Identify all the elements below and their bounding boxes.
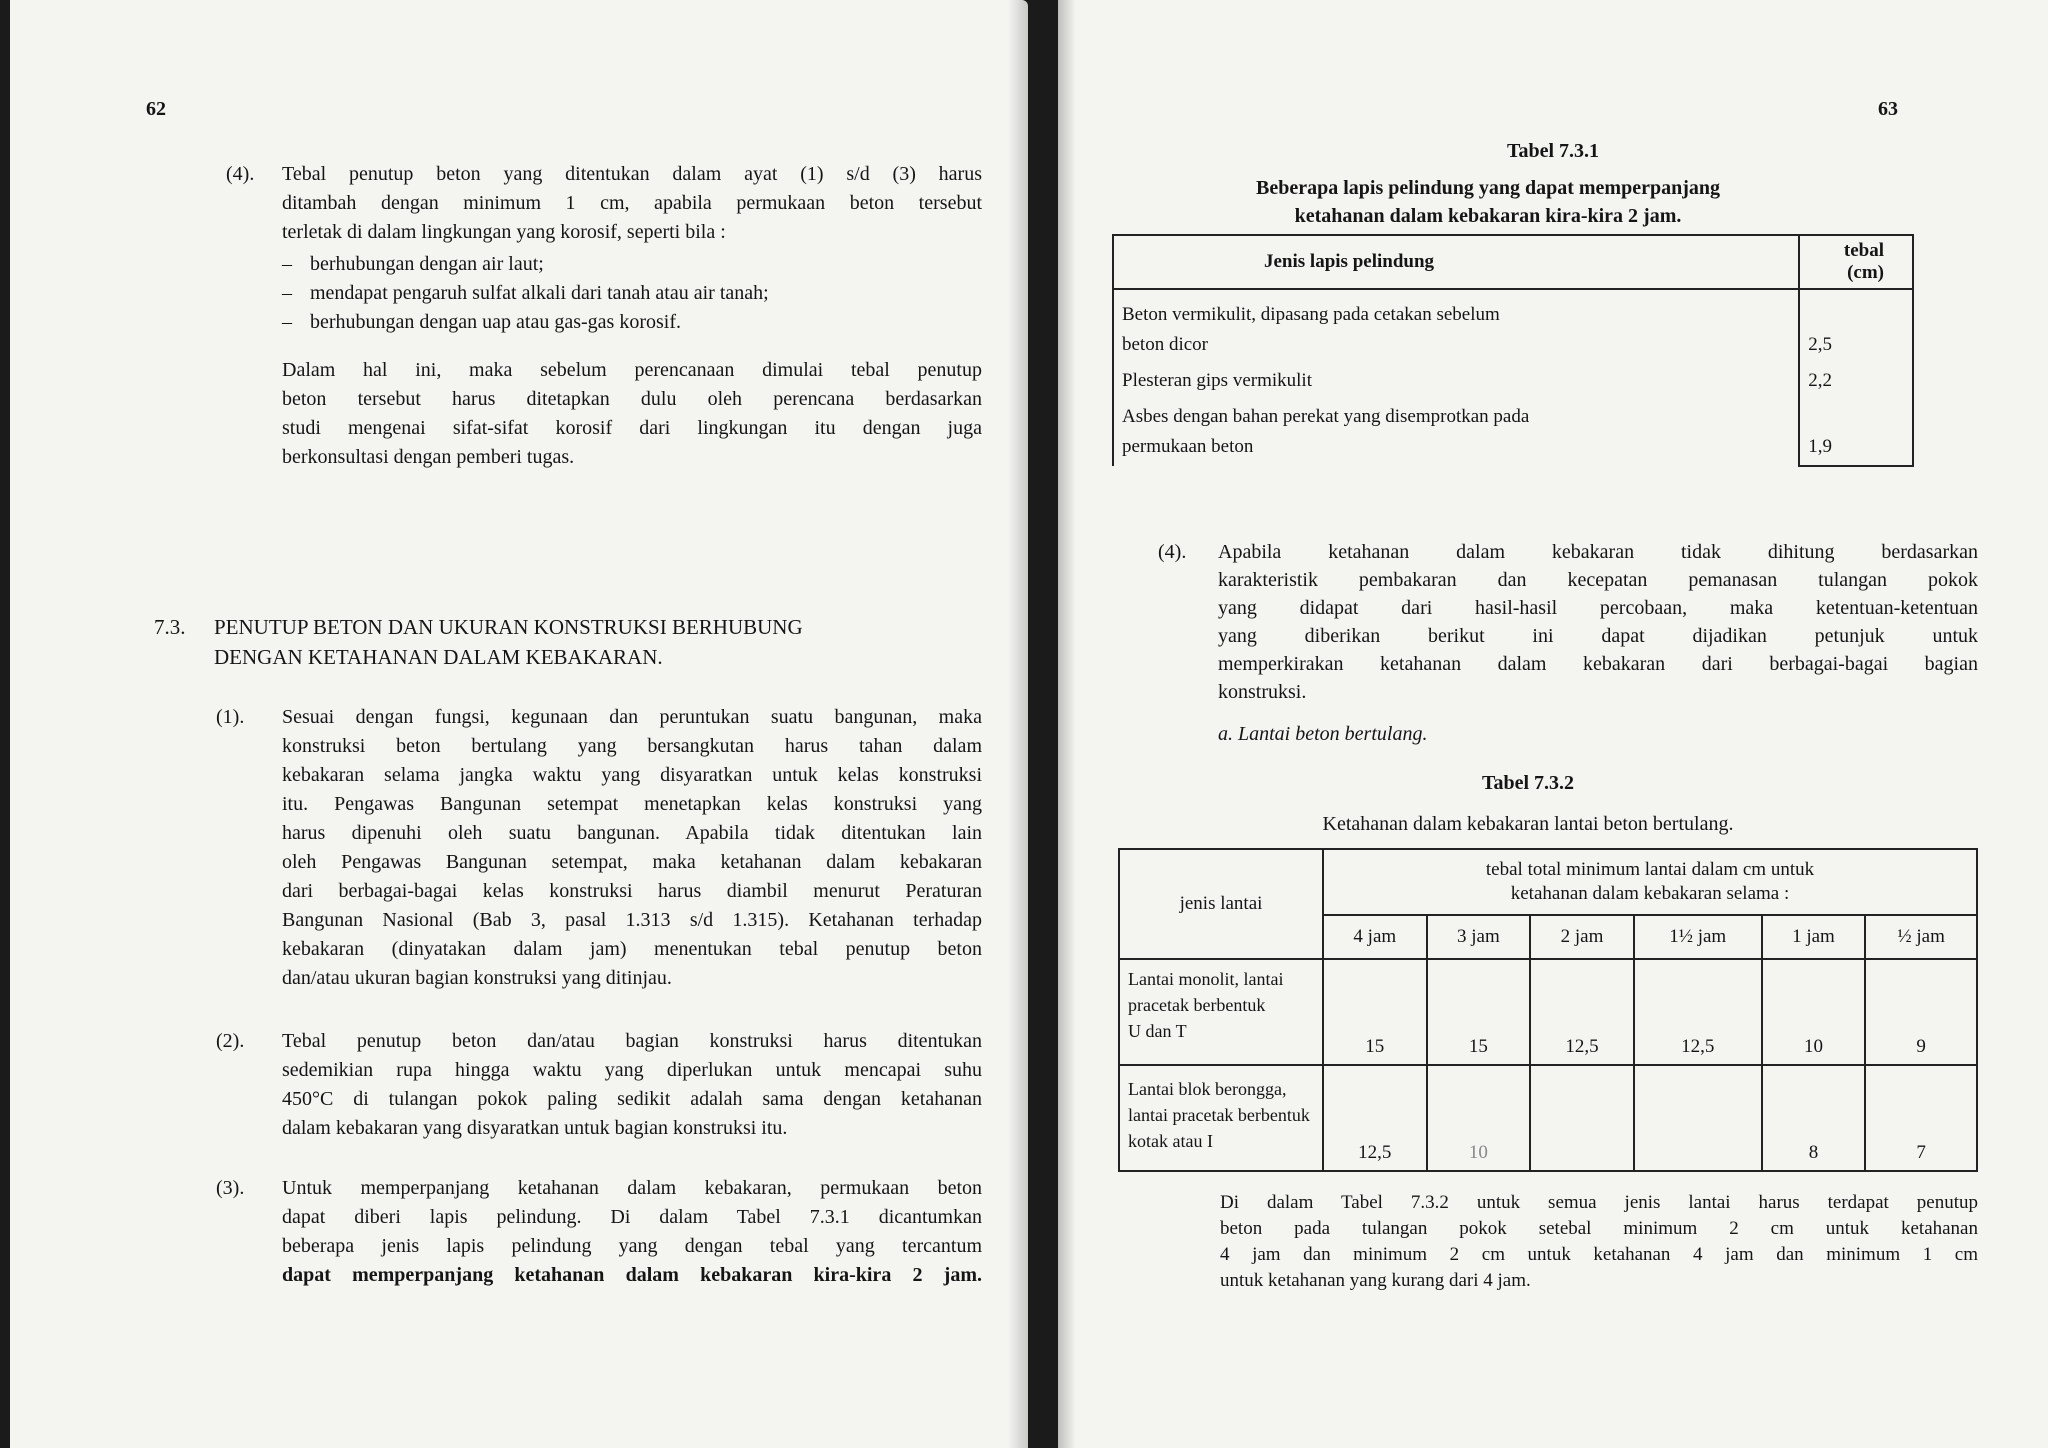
text-line: itu. Pengawas Bangunan setempat menetapkan kelas konstruksi yang bbox=[282, 793, 982, 815]
table-header-row bbox=[1113, 235, 1913, 289]
item-label: (1). bbox=[216, 706, 245, 728]
text-line: Untuk memperpanjang ketahanan dalam kebakaran, permukaan beton bbox=[282, 1177, 982, 1199]
text-line: ditambah dengan minimum 1 cm, apabila permukaan beton tersebut bbox=[282, 192, 982, 214]
table-cell: 12,5 bbox=[1634, 959, 1762, 1065]
text-line: konstruksi. bbox=[1218, 681, 1307, 703]
text-line: harus dipenuhi oleh suatu bangunan. Apabila tidak ditentukan lain bbox=[282, 822, 982, 844]
cell-line: Lantai blok berongga, bbox=[1128, 1079, 1287, 1099]
cell-line: permukaan beton bbox=[1122, 436, 1254, 457]
table-cell: 15 bbox=[1427, 959, 1531, 1065]
table-cell: 12,5 bbox=[1323, 1065, 1427, 1171]
section-number: 7.3. bbox=[154, 615, 186, 639]
column-header: Jenis lapis pelindung bbox=[1113, 235, 1799, 289]
text-line: terletak di dalam lingkungan yang korosif, seperti bila : bbox=[282, 221, 726, 243]
table-cell bbox=[1530, 1065, 1634, 1171]
row-header: jenis lantai bbox=[1119, 849, 1323, 959]
text-line: Tebal penutup beton dan/atau bagian konstruksi harus ditentukan bbox=[282, 1030, 982, 1052]
table-cell bbox=[1119, 1065, 1323, 1171]
table-cell bbox=[1799, 289, 1913, 466]
list-item: – mendapat pengaruh sulfat alkali dari tanah atau air tanah; bbox=[282, 279, 982, 308]
column-header: tebal (cm) bbox=[1799, 235, 1913, 289]
cell-line: U dan T bbox=[1128, 1021, 1187, 1041]
header-line: ketahanan dalam kebakaran selama : bbox=[1510, 883, 1790, 904]
item-label: (2). bbox=[216, 1030, 245, 1052]
text-line: Apabila ketahanan dalam kebakaran tidak dihitung berdasarkan bbox=[1218, 541, 1978, 563]
table-cell bbox=[1113, 289, 1799, 466]
text-line: Dalam hal ini, maka sebelum perencanaan dimulai tebal penutup bbox=[282, 359, 982, 381]
table-row bbox=[1113, 289, 1913, 466]
right-page bbox=[1058, 0, 2048, 1448]
column-header: 4 jam bbox=[1323, 915, 1427, 959]
group-header bbox=[1323, 849, 1977, 915]
cell-value: 1,9 bbox=[1808, 436, 1832, 457]
caption-line: ketahanan dalam kebakaran kira-kira 2 jam. bbox=[1294, 205, 1682, 227]
table-cell: 15 bbox=[1323, 959, 1427, 1065]
item-label: (4). bbox=[1158, 541, 1187, 563]
text-line: yang diberikan berikut ini dapat dijadikan petunjuk untuk bbox=[1218, 625, 1978, 647]
cell-line: lantai pracetak berbentuk bbox=[1128, 1105, 1310, 1125]
table-cell: 12,5 bbox=[1530, 959, 1634, 1065]
cell-line: Beton vermikulit, dipasang pada cetakan sebelum bbox=[1122, 304, 1500, 325]
table-row bbox=[1119, 1065, 1977, 1171]
title-line: PENUTUP BETON DAN UKURAN KONSTRUKSI BERHUBUNG bbox=[214, 615, 803, 639]
text-line: kebakaran (dinyatakan dalam jam) menentukan tebal penutup beton bbox=[282, 938, 982, 960]
subsection-heading: a. Lantai beton bertulang. bbox=[1218, 723, 1428, 745]
header-line: tebal total minimum lantai dalam cm untuk bbox=[1485, 859, 1815, 880]
text-line: konstruksi beton bertulang yang bersangkutan harus tahan dalam bbox=[282, 735, 982, 757]
spine-shadow bbox=[1058, 0, 1076, 1448]
text-line: Tebal penutup beton yang ditentukan dalam ayat (1) s/d (3) harus bbox=[282, 163, 982, 185]
text-line: dan/atau ukuran bagian konstruksi yang ditinjau. bbox=[282, 967, 672, 989]
table-cell: 10 bbox=[1427, 1065, 1531, 1171]
table-title: Tabel 7.3.2 bbox=[1481, 772, 1575, 794]
column-header: 3 jam bbox=[1427, 915, 1531, 959]
cell-line: beton dicor bbox=[1122, 334, 1209, 355]
table-title: Tabel 7.3.1 bbox=[1506, 140, 1600, 162]
table-cell: 7 bbox=[1865, 1065, 1977, 1171]
list-item: – berhubungan dengan air laut; bbox=[282, 250, 982, 279]
table-header-row bbox=[1119, 849, 1977, 915]
cell-value: 2,5 bbox=[1808, 334, 1832, 355]
text-line: yang didapat dari hasil-hasil percobaan, maka ketentuan-ketentuan bbox=[1218, 597, 1978, 619]
column-header: ½ jam bbox=[1865, 915, 1977, 959]
table-note bbox=[1220, 1190, 1978, 1294]
text-line: dari berbagai-bagai kelas konstruksi harus diambil menurut Peraturan bbox=[282, 880, 982, 902]
text-line: dapat memperpanjang ketahanan dalam kebakaran kira-kira 2 jam. bbox=[282, 1264, 982, 1286]
text-line: Di dalam Tabel 7.3.2 untuk semua jenis lantai harus terdapat penutup bbox=[1220, 1192, 1978, 1213]
text-line: berkonsultasi dengan pemberi tugas. bbox=[282, 446, 575, 468]
item4-text bbox=[282, 160, 982, 247]
caption-line: Beberapa lapis pelindung yang dapat memperpanjang bbox=[1256, 177, 1720, 199]
text-line: karakteristik pembakaran dan kecepatan pemanasan tulangan pokok bbox=[1218, 569, 1978, 591]
item2-text bbox=[282, 1027, 982, 1143]
table-cell: 9 bbox=[1865, 959, 1977, 1065]
text-line: Sesuai dengan fungsi, kegunaan dan peruntukan suatu bangunan, maka bbox=[282, 706, 982, 728]
table-cell bbox=[1634, 1065, 1762, 1171]
left-page bbox=[10, 0, 1028, 1448]
fire-resistance-table bbox=[1118, 848, 1978, 1172]
column-header: 2 jam bbox=[1530, 915, 1634, 959]
text-line: studi mengenai sifat-sifat korosif dari lingkungan itu dengan juga bbox=[282, 417, 982, 439]
item4-paragraph bbox=[282, 356, 982, 472]
cell-value: 2,2 bbox=[1808, 370, 1832, 391]
text-line: beberapa jenis lapis pelindung yang dengan tebal yang tercantum bbox=[282, 1235, 982, 1257]
table-cell: 10 bbox=[1762, 959, 1866, 1065]
column-header: 1 jam bbox=[1762, 915, 1866, 959]
table-cell bbox=[1119, 959, 1323, 1065]
item-label: (3). bbox=[216, 1177, 245, 1199]
table-caption bbox=[1208, 174, 1768, 230]
text-line: memperkirakan ketahanan dalam kebakaran dari berbagai-bagai bagian bbox=[1218, 653, 1978, 675]
text-line: Bangunan Nasional (Bab 3, pasal 1.313 s/d 1.315). Ketahanan terhadap bbox=[282, 909, 982, 931]
protective-layer-table bbox=[1112, 234, 1914, 467]
cell-line: Plesteran gips vermikulit bbox=[1122, 370, 1312, 391]
text-line: oleh Pengawas Bangunan setempat, maka ketahanan dalam kebakaran bbox=[282, 851, 982, 873]
condition-list bbox=[282, 250, 982, 337]
text-line: sedemikian rupa hingga waktu yang diperlukan untuk mencapai suhu bbox=[282, 1059, 982, 1081]
cell-line: pracetak berbentuk bbox=[1128, 995, 1266, 1015]
item1-text bbox=[282, 703, 982, 993]
table-caption: Ketahanan dalam kebakaran lantai beton bertulang. bbox=[1322, 813, 1734, 835]
text-line: dapat diberi lapis pelindung. Di dalam Tabel 7.3.1 dicantumkan bbox=[282, 1206, 982, 1228]
text-line: dalam kebakaran yang disyaratkan untuk bagian konstruksi itu. bbox=[282, 1117, 788, 1139]
column-header: 1½ jam bbox=[1634, 915, 1762, 959]
text-line: 4 jam dan minimum 2 cm untuk ketahanan 4 jam dan minimum 1 cm bbox=[1220, 1244, 1978, 1265]
title-line: DENGAN KETAHANAN DALAM KEBAKARAN. bbox=[214, 645, 663, 669]
page-number: 63 bbox=[1878, 98, 1898, 120]
cell-line: Lantai monolit, lantai bbox=[1128, 969, 1284, 989]
spine-shadow bbox=[1008, 0, 1028, 1448]
text-line: untuk ketahanan yang kurang dari 4 jam. bbox=[1220, 1270, 1531, 1291]
item4-text bbox=[1218, 538, 1978, 706]
item3-text bbox=[282, 1174, 982, 1290]
item-label: (4). bbox=[226, 163, 255, 185]
text-line: beton pada tulangan pokok setebal minimum 2 cm untuk ketahanan bbox=[1220, 1218, 1978, 1239]
cell-line: kotak atau I bbox=[1128, 1131, 1213, 1151]
table-cell: 8 bbox=[1762, 1065, 1866, 1171]
page-number: 62 bbox=[146, 98, 166, 120]
section-title bbox=[214, 612, 974, 672]
list-item: – berhubungan dengan uap atau gas-gas korosif. bbox=[282, 308, 982, 337]
text-line: 450°C di tulangan pokok paling sedikit adalah sama dengan ketahanan bbox=[282, 1088, 982, 1110]
text-line: kebakaran selama jangka waktu yang disyaratkan untuk kelas konstruksi bbox=[282, 764, 982, 786]
table-row bbox=[1119, 959, 1977, 1065]
text-line: beton tersebut harus ditetapkan dulu oleh perencana berdasarkan bbox=[282, 388, 982, 410]
cell-line: Asbes dengan bahan perekat yang disemprotkan pada bbox=[1122, 406, 1530, 427]
